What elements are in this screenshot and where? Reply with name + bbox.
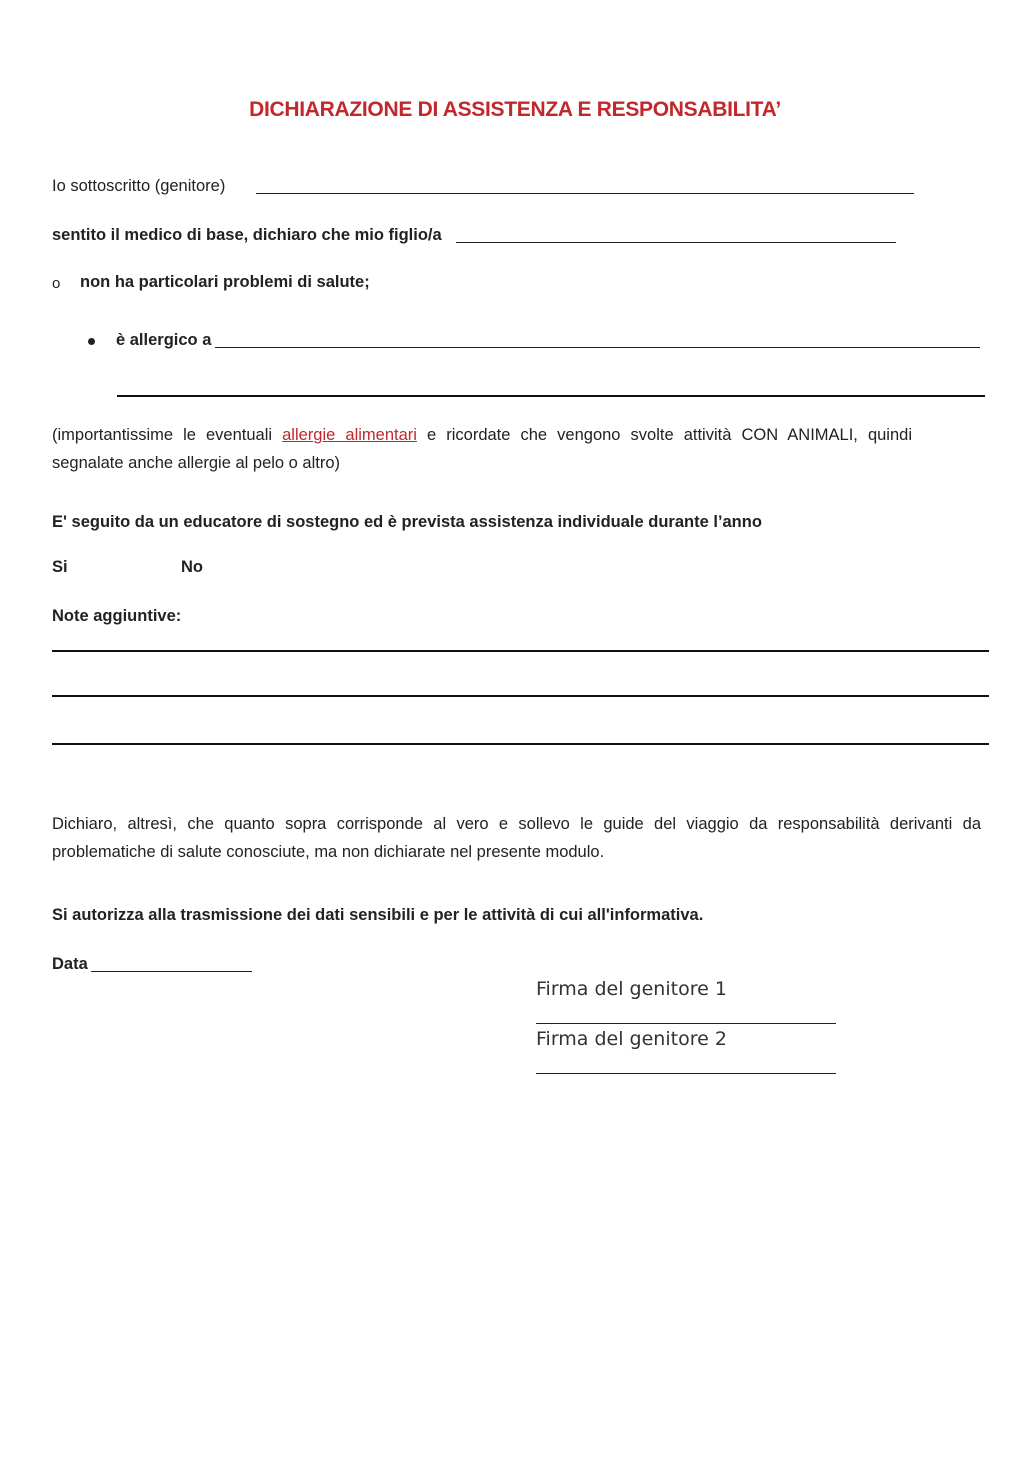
allergy-field-line-1[interactable]	[215, 347, 980, 348]
allergy-note	[52, 421, 912, 477]
date-label: Data	[52, 955, 88, 973]
parent-label: Io sottoscritto (genitore)	[52, 177, 226, 195]
signature-2-label: Firma del genitore 2	[536, 1028, 727, 1050]
notes-line-2[interactable]	[52, 695, 989, 697]
signature-1-field[interactable]	[536, 1023, 836, 1024]
authorization-text: Si autorizza alla trasmissione dei dati sensibili e per le attività di cui all'informativa.	[52, 906, 704, 924]
bullet-icon	[88, 338, 95, 345]
form-title: DICHIARAZIONE DI ASSISTENZA E RESPONSABILITA’	[249, 98, 781, 121]
child-name-field[interactable]	[456, 242, 896, 243]
answer-no[interactable]: No	[181, 558, 203, 576]
child-label: sentito il medico di base, dichiaro che mio figlio/a	[52, 226, 442, 244]
declaration-text: Dichiaro, altresì, che quanto sopra corrisponde al vero e sollevo le guide del viaggio da responsabilità derivanti da problematiche di salute conosciute, ma non dichiarate nel presente modulo.	[52, 815, 981, 861]
notes-label: Note aggiuntive:	[52, 607, 182, 625]
notes-line-3[interactable]	[52, 743, 989, 745]
allergy-note-after: e ricordate che vengono svolte attività CON ANIMALI, quindi segnalate anche allergie al pelo o altro)	[52, 426, 912, 472]
signature-1-label: Firma del genitore 1	[536, 978, 727, 1000]
educator-question: E' seguito da un educatore di sostegno ed è prevista assistenza individuale durante l’anno	[52, 513, 762, 531]
allergy-note-before: (importantissime le eventuali	[52, 426, 283, 444]
parent-name-field[interactable]	[256, 193, 914, 194]
signature-2-field[interactable]	[536, 1073, 836, 1074]
allergy-field-line-2[interactable]	[117, 395, 985, 397]
date-field[interactable]	[91, 971, 252, 972]
answer-yes[interactable]: Si	[52, 558, 68, 576]
notes-line-1[interactable]	[52, 650, 989, 652]
checkbox-no-problems[interactable]: o	[52, 275, 61, 292]
option-no-problems-label: non ha particolari problemi di salute;	[80, 273, 370, 291]
option-allergic-label: è allergico a	[116, 331, 212, 349]
allergie-alimentari-link[interactable]: allergie alimentari	[282, 426, 417, 444]
